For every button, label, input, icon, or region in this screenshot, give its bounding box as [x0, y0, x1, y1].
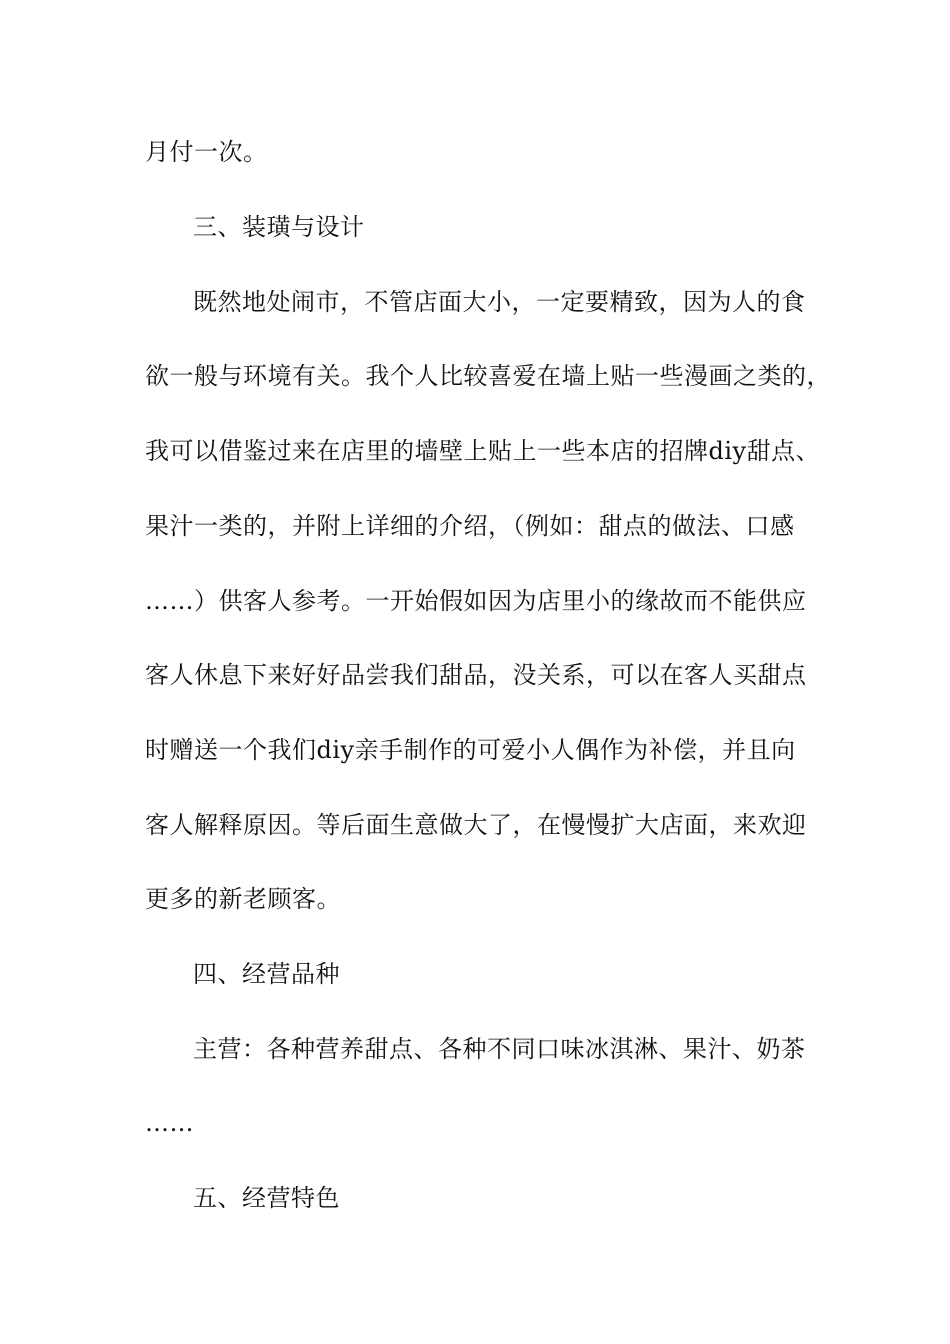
paragraph-line: ……）供客人参考。一开始假如因为店里小的缘故而不能供应 [145, 587, 807, 615]
paragraph-line: 我可以借鉴过来在店里的墙壁上贴上一些本店的招牌diy甜点、 [145, 437, 821, 465]
paragraph-line: …… [145, 1109, 194, 1137]
section-heading: 三、装璜与设计 [193, 213, 365, 241]
paragraph-line: 更多的新老顾客。 [145, 885, 341, 913]
section-heading: 五、经营特色 [193, 1184, 340, 1212]
paragraph-line: 时赠送一个我们diy亲手制作的可爱小人偶作为补偿，并且向 [145, 736, 796, 764]
paragraph-line: 月付一次。 [145, 138, 268, 166]
paragraph-line: 既然地处闹市，不管店面大小，一定要精致，因为人的食 [193, 288, 806, 316]
paragraph-line: 客人解释原因。等后面生意做大了，在慢慢扩大店面，来欢迎 [145, 811, 807, 839]
paragraph-line: 客人休息下来好好品尝我们甜品，没关系，可以在客人买甜点 [145, 661, 807, 689]
section-heading: 四、经营品种 [193, 960, 340, 988]
paragraph-line: 主营：各种营养甜点、各种不同口味冰淇淋、果汁、奶茶 [193, 1035, 806, 1063]
paragraph-line: 果汁一类的，并附上详细的介绍，（例如：甜点的做法、口感 [145, 512, 795, 540]
paragraph-line: 欲一般与环境有关。我个人比较喜爱在墙上贴一些漫画之类的， [145, 362, 831, 390]
